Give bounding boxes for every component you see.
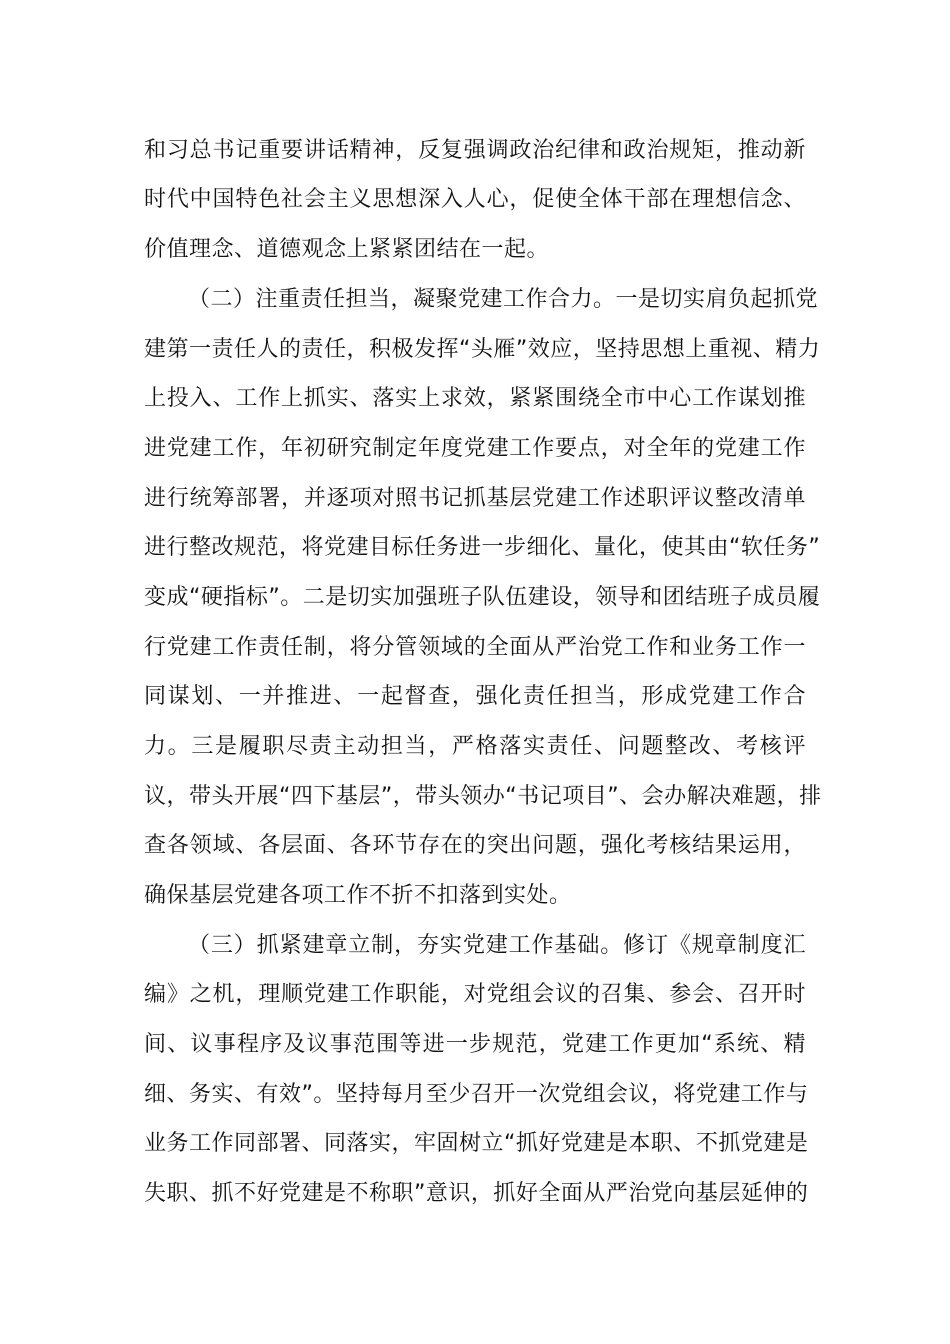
paragraph-start-line: （三）抓紧建章立制，夯实党建工作基础。修订《规章制度汇 (188, 933, 806, 958)
text-line: 间、议事程序及议事范围等进一步规范，党建工作更加“系统、精 (144, 1032, 806, 1057)
text-line: 建第一责任人的责任，积极发挥“头雁”效应，坚持思想上重视、精力 (144, 337, 821, 362)
text-line: 时代中国特色社会主义思想深入人心，促使全体干部在理想信念、 (144, 187, 806, 212)
text-line: 失职、抓不好党建是不称职”意识，抓好全面从严治党向基层延伸的 (144, 1181, 809, 1206)
text-line: 议，带头开展“四下基层”，带头领办“书记项目”、会办解决难题，排 (144, 784, 822, 809)
paragraph-start-line: （二）注重责任担当，凝聚党建工作合力。一是切实肩负起抓党 (188, 287, 819, 312)
text-line: 业务工作同部署、同落实，牢固树立“抓好党建是本职、不抓党建是 (144, 1131, 809, 1156)
text-line: 进行统筹部署，并逐项对照书记抓基层党建工作述职评议整改清单 (144, 486, 806, 511)
text-line: 查各领域、各层面、各环节存在的突出问题，强化考核结果运用， (144, 833, 806, 858)
text-line: 价值理念、道德观念上紧紧团结在一起。 (144, 237, 550, 262)
text-line: 上投入、工作上抓实、落实上求效，紧紧围绕全市中心工作谋划推 (144, 386, 806, 411)
text-line: 编》之机，理顺党建工作职能，对党组会议的召集、参会、召开时 (144, 982, 806, 1007)
text-line: 进党建工作，年初研究制定年度党建工作要点，对全年的党建工作 (144, 436, 806, 461)
text-line: 变成“硬指标”。二是切实加强班子队伍建设，领导和团结班子成员履 (144, 585, 821, 610)
text-line: 进行整改规范，将党建目标任务进一步细化、量化，使其由“软任务” (144, 535, 821, 560)
text-line: 和习总书记重要讲话精神，反复强调政治纪律和政治规矩，推动新 (144, 138, 806, 163)
text-line: 同谋划、一并推进、一起督查，强化责任担当，形成党建工作合 (144, 684, 806, 709)
text-line: 行党建工作责任制，将分管领域的全面从严治党工作和业务工作一 (144, 635, 806, 660)
text-line: 确保基层党建各项工作不折不扣落到实处。 (144, 883, 572, 908)
text-line: 细、务实、有效”。坚持每月至少召开一次党组会议，将党建工作与 (144, 1082, 809, 1107)
text-line: 力。三是履职尽责主动担当，严格落实责任、问题整改、考核评 (144, 734, 806, 759)
